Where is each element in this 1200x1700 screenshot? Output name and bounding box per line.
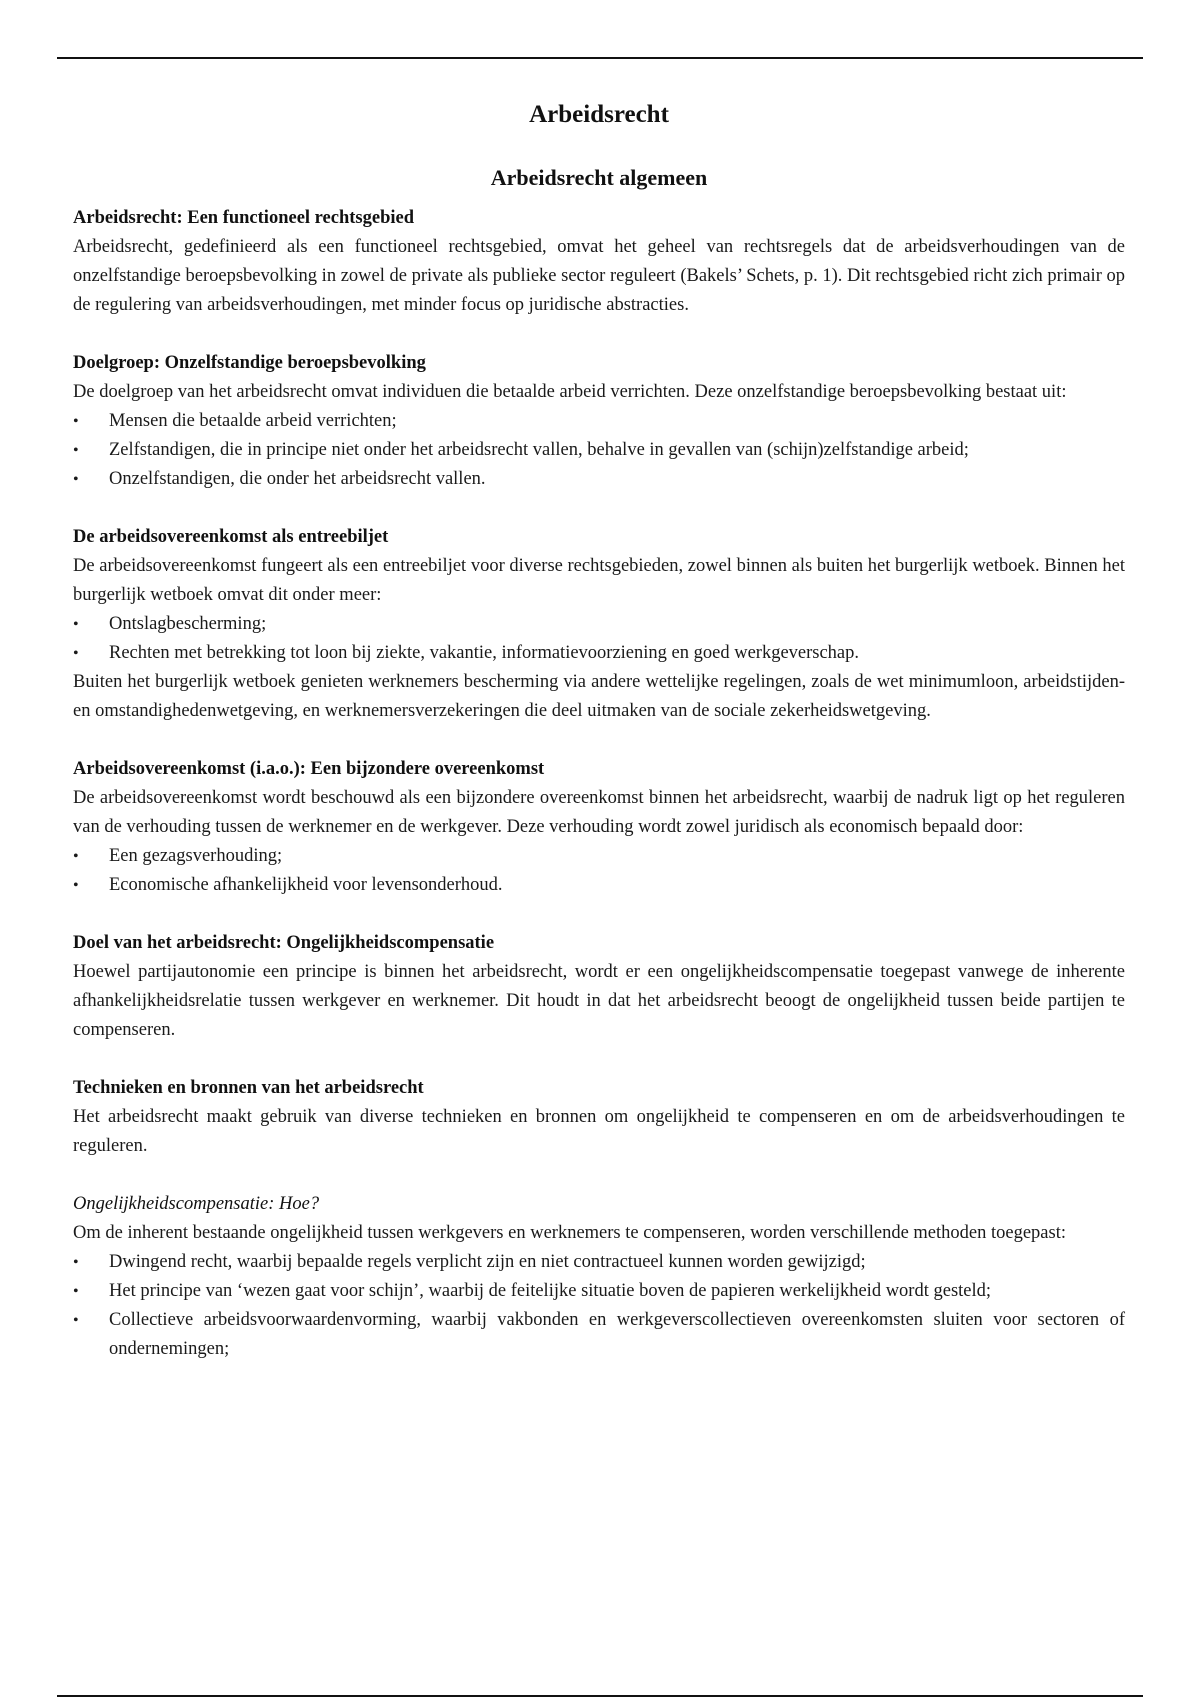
list-item-text: Rechten met betrekking tot loon bij ziekte, vakantie, informatievoorziening en goed werkgeverschap.: [109, 643, 860, 663]
list-item: [73, 610, 1125, 639]
section-doelgroep: [73, 349, 1125, 494]
section-paragraph: De arbeidsovereenkomst wordt beschouwd als een bijzondere overeenkomst binnen het arbeidsrecht, waarbij de nadruk ligt op het reguleren van de verhouding tussen de werknemer en de werkgever. Deze verhouding wordt zowel juridisch als economisch bepaald door:: [73, 788, 1125, 837]
list-item-text: Het principe van ‘wezen gaat voor schijn’, waarbij de feitelijke situatie boven de papieren werkelijkheid wordt gesteld;: [109, 1281, 992, 1301]
list-item-text: Collectieve arbeidsvoorwaardenvorming, waarbij vakbonden en werkgeverscollectieven overeenkomsten sluiten voor sectoren of ondernemingen;: [109, 1310, 1125, 1359]
bullet-icon: •: [73, 616, 79, 633]
section-ongelijkheidscompensatie: [73, 929, 1125, 1045]
list-item-text: Dwingend recht, waarbij bepaalde regels verplicht zijn en niet contractueel kunnen worden gewijzigd;: [109, 1252, 866, 1272]
bullet-icon: •: [73, 1283, 79, 1300]
section-paragraph: Om de inherent bestaande ongelijkheid tussen werkgevers en werknemers te compenseren, worden verschillende methoden toegepast:: [73, 1223, 1067, 1243]
section-paragraph: Het arbeidsrecht maakt gebruik van diverse technieken en bronnen om ongelijkheid te compenseren en om de arbeidsverhoudingen te reguleren.: [73, 1107, 1125, 1156]
document-subtitle: Arbeidsrecht algemeen: [490, 165, 708, 190]
section-heading: Doel van het arbeidsrecht: Ongelijkheidscompensatie: [73, 933, 495, 953]
list-item-text: Mensen die betaalde arbeid verrichten;: [109, 411, 397, 431]
bottom-rule: [57, 1695, 1143, 1697]
section-bijzondere-overeenkomst: [73, 755, 1125, 900]
list-item-text: Een gezagsverhouding;: [109, 846, 283, 866]
section-heading: De arbeidsovereenkomst als entreebiljet: [73, 527, 389, 547]
bullet-list: [73, 407, 1125, 494]
list-item: [73, 1277, 1125, 1306]
list-item: [73, 436, 1125, 465]
section-heading: Doelgroep: Onzelfstandige beroepsbevolking: [73, 353, 426, 373]
top-rule: [57, 57, 1143, 59]
bullet-icon: •: [73, 877, 79, 894]
section-paragraph: Hoewel partijautonomie een principe is binnen het arbeidsrecht, wordt er een ongelijkheidscompensatie toegepast vanwege de inherente afhankelijkheidsrelatie tussen werkgever en werknemer. Dit houdt in dat het arbeidsrecht beoogt de ongelijkheid tussen beide partijen te compenseren.: [73, 962, 1125, 1040]
list-item: [73, 407, 1125, 436]
section-ongelijkheidscompensatie-hoe: [73, 1190, 1125, 1364]
section-entreebiljet: [73, 523, 1125, 726]
list-item-text: Onzelfstandigen, die onder het arbeidsrecht vallen.: [109, 469, 486, 489]
list-item: [73, 871, 1125, 900]
section-heading: Arbeidsovereenkomst (i.a.o.): Een bijzondere overeenkomst: [73, 759, 545, 779]
bullet-icon: •: [73, 1312, 79, 1329]
section-heading: Technieken en bronnen van het arbeidsrecht: [73, 1078, 424, 1098]
bullet-icon: •: [73, 413, 79, 430]
list-item: [73, 465, 1125, 494]
list-item: [73, 1248, 1125, 1277]
section-technieken-bronnen: [73, 1074, 1125, 1161]
section-heading: Arbeidsrecht: Een functioneel rechtsgebied: [73, 208, 415, 228]
section-subheading: Ongelijkheidscompensatie: Hoe?: [73, 1194, 320, 1214]
list-item-text: Ontslagbescherming;: [109, 614, 267, 634]
section-functioneel-rechtsgebied: [73, 204, 1125, 320]
bullet-list: [73, 610, 1125, 668]
section-paragraph-after: Buiten het burgerlijk wetboek genieten werknemers bescherming via andere wettelijke regelingen, zoals de wet minimumloon, arbeidstijden- en omstandighedenwetgeving, en werknemersverzekeringen die deel uitmaken van de sociale zekerheidswetgeving.: [73, 672, 1125, 721]
page-content: [73, 98, 1125, 1393]
bullet-icon: •: [73, 645, 79, 662]
bullet-list: [73, 1248, 1125, 1364]
list-item-text: Economische afhankelijkheid voor levensonderhoud.: [109, 875, 503, 895]
section-paragraph: Arbeidsrecht, gedefinieerd als een functioneel rechtsgebied, omvat het geheel van rechtsregels dat de arbeidsverhoudingen van de onzelfstandige beroepsbevolking in zowel de private als publieke sector reguleert (Bakels’ Schets, p. 1). Dit rechtsgebied richt zich primair op de regulering van arbeidsverhoudingen, met minder focus op juridische abstracties.: [73, 237, 1125, 315]
bullet-icon: •: [73, 848, 79, 865]
list-item: [73, 1306, 1125, 1364]
bullet-icon: •: [73, 471, 79, 488]
document-title: Arbeidsrecht: [529, 101, 669, 128]
section-paragraph: De arbeidsovereenkomst fungeert als een entreebiljet voor diverse rechtsgebieden, zowel binnen als buiten het burgerlijk wetboek. Binnen het burgerlijk wetboek omvat dit onder meer:: [73, 556, 1125, 605]
bullet-icon: •: [73, 442, 79, 459]
bullet-list: [73, 842, 1125, 900]
list-item: [73, 842, 1125, 871]
section-paragraph: De doelgroep van het arbeidsrecht omvat individuen die betaalde arbeid verrichten. Deze onzelfstandige beroepsbevolking bestaat uit:: [73, 382, 1067, 402]
list-item: [73, 639, 1125, 668]
bullet-icon: •: [73, 1254, 79, 1271]
list-item-text: Zelfstandigen, die in principe niet onder het arbeidsrecht vallen, behalve in gevallen van (schijn)zelfstandige arbeid;: [109, 440, 969, 460]
